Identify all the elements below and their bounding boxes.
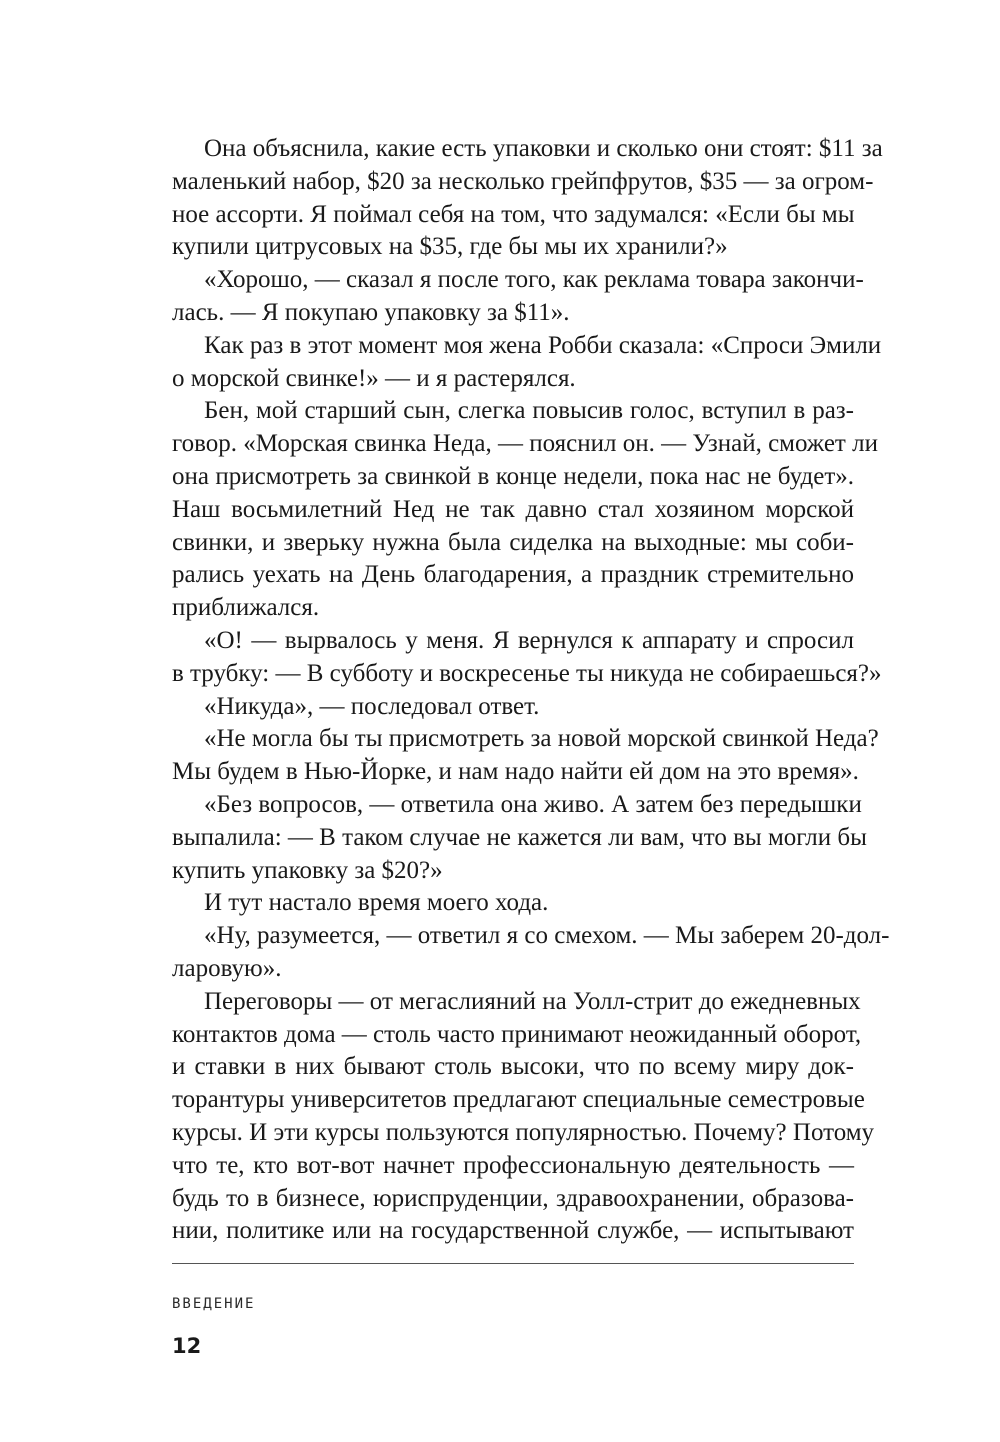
text-line: нии, политике или на государственной службе, — испытывают — [172, 1217, 854, 1245]
text-line: свинки, и зверьку нужна была сиделка на выходные: мы соби- — [172, 528, 854, 556]
text-line: о морской свинке!» — и я растерялся. — [172, 364, 576, 392]
text-line: Как раз в этот момент моя жена Робби сказала: «Спроси Эмили — [204, 331, 882, 359]
text-line: купили цитрусовых на $35, где бы мы их хранили?» — [172, 233, 728, 261]
footer-divider — [172, 1263, 854, 1264]
text-line: «Хорошо, — сказал я после того, как реклама товара закончи- — [204, 266, 864, 294]
text-line: ларовую». — [172, 954, 282, 982]
text-line: купить упаковку за $20?» — [172, 856, 443, 884]
text-line: что те, кто вот-вот начнет профессиональную деятельность — — [172, 1151, 854, 1179]
text-line: курсы. И эти курсы пользуются популярностью. Почему? Потому — [172, 1118, 875, 1146]
text-line: «Ну, разумеется, — ответил я со смехом. — Мы заберем 20-дол- — [204, 922, 890, 950]
text-line: «Никуда», — последовал ответ. — [204, 692, 540, 720]
text-line: будь то в бизнесе, юриспруденции, здравоохранении, образова- — [172, 1184, 854, 1212]
text-line: Мы будем в Нью-Йорке, и нам надо найти ей дом на это время». — [172, 758, 859, 786]
text-line: Она объяснила, какие есть упаковки и сколько они стоят: $11 за — [204, 135, 883, 162]
text-line: выпалила: — В таком случае не кажется ли вам, что вы могли бы — [172, 823, 867, 851]
running-footer-section: ВВЕДЕНИЕ — [172, 1296, 256, 1312]
text-line: контактов дома — столь часто принимают неожиданный оборот, — [172, 1020, 862, 1048]
text-line: И тут настало время моего хода. — [204, 889, 549, 917]
text-line: Наш восьмилетний Нед не так давно стал хозяином морской — [172, 495, 854, 523]
text-line: и ставки в них бывают столь высоки, что по всему миру док- — [172, 1053, 854, 1081]
page-number: 12 — [172, 1334, 202, 1358]
text-line: Переговоры — от мегаслияний на Уолл-стрит до ежедневных — [204, 987, 861, 1015]
text-line: торантуры университетов предлагают специальные семестровые — [172, 1086, 865, 1114]
body-text — [172, 133, 890, 1248]
text-line: ное ассорти. Я поймал себя на том, что задумался: «Если бы мы — [172, 200, 855, 228]
text-line: «О! — вырвалось у меня. Я вернулся к аппарату и спросил — [204, 626, 854, 654]
text-line: в трубку: — В субботу и воскресенье ты никуда не собираешься?» — [172, 659, 882, 687]
text-line: маленький набор, $20 за несколько грейпфрутов, $35 — за огром- — [172, 167, 874, 195]
text-line: она присмотреть за свинкой в конце недели, пока нас не будет». — [172, 462, 854, 490]
text-line: «Не могла бы ты присмотреть за новой морской свинкой Неда? — [204, 725, 879, 753]
text-line: говор. «Морская свинка Неда, — пояснил он. — Узнай, сможет ли — [172, 430, 878, 458]
text-line: «Без вопросов, — ответила она живо. А затем без передышки — [204, 790, 862, 818]
text-line: Бен, мой старший сын, слегка повысив голос, вступил в раз- — [204, 397, 854, 425]
text-line: лась. — Я покупаю упаковку за $11». — [172, 298, 570, 326]
text-line: рались уехать на День благодарения, а праздник стремительно — [172, 561, 854, 589]
text-line: приближался. — [172, 594, 320, 622]
